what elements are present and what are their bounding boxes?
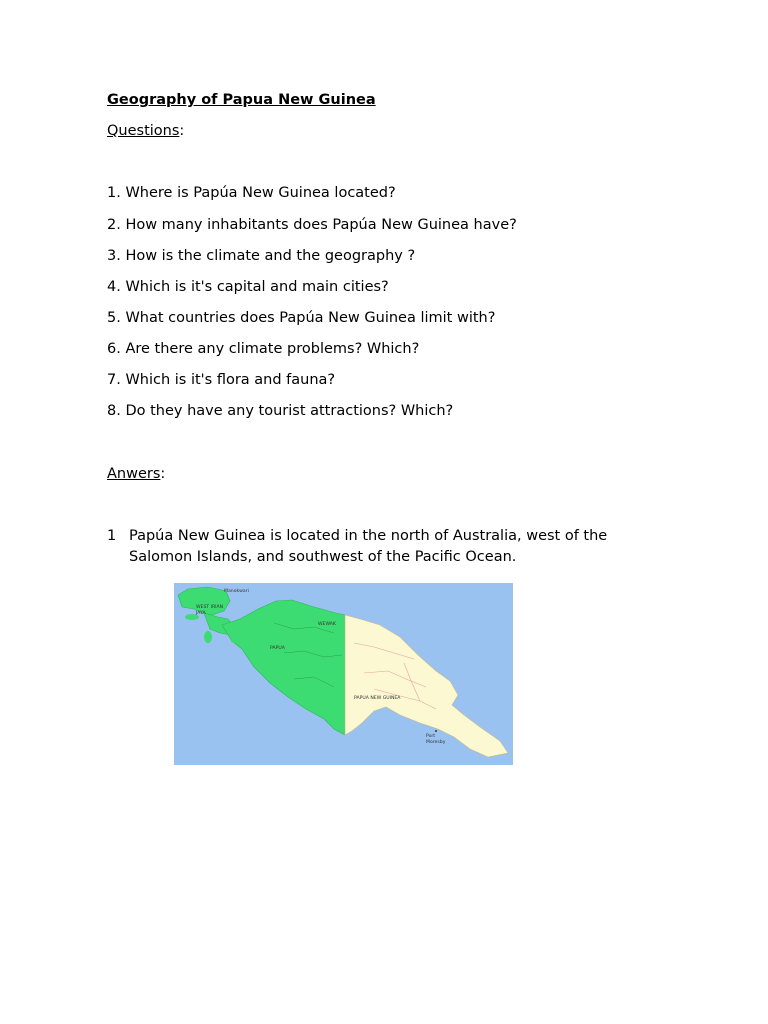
questions-heading: Questions xyxy=(107,123,180,139)
answers-heading-line xyxy=(107,464,165,485)
new-guinea-map xyxy=(174,583,513,765)
question-5: 5. What countries does Papúa New Guinea limit with? xyxy=(107,310,496,326)
map-label-png: PAPUA NEW GUINEA xyxy=(354,696,401,701)
map-label-west-irian-2: JAYA xyxy=(196,611,206,616)
document-title: Geography of Papua New Guinea xyxy=(107,92,376,108)
map-label-manokwari: Manokwari xyxy=(224,589,249,594)
map-label-wewak: WEWAK xyxy=(318,622,336,627)
question-8: 8. Do they have any tourist attractions? Which? xyxy=(107,403,454,419)
question-7: 7. Which is it's flora and fauna? xyxy=(107,372,336,388)
map-svg xyxy=(174,583,513,765)
question-6: 6. Are there any climate problems? Which? xyxy=(107,341,420,357)
map-island-2 xyxy=(204,631,212,643)
question-2: 2. How many inhabitants does Papúa New Guinea have? xyxy=(107,217,517,233)
map-label-port-1: Port xyxy=(426,734,436,739)
map-label-papua: PAPUA xyxy=(270,646,285,651)
questions-heading-colon: : xyxy=(179,123,185,139)
map-label-west-irian-1: WEST IRIAN xyxy=(196,605,224,610)
answers-heading-colon: : xyxy=(160,466,166,482)
map-port-moresby-dot xyxy=(435,730,437,732)
answer-1-line-2: Salomon Islands, and southwest of the Pacific Ocean. xyxy=(129,549,517,565)
question-4: 4. Which is it's capital and main cities? xyxy=(107,279,389,295)
question-1: 1. Where is Papúa New Guinea located? xyxy=(107,185,396,201)
map-island-3 xyxy=(231,639,237,643)
answer-1-line-1: Papúa New Guinea is located in the north of Australia, west of the xyxy=(129,528,608,544)
answers-heading: Anwers xyxy=(107,466,161,482)
question-3: 3. How is the climate and the geography ? xyxy=(107,248,416,264)
questions-heading-line xyxy=(107,121,184,142)
answer-1-number: 1 xyxy=(107,528,117,544)
map-label-port-2: Moresby xyxy=(426,740,446,745)
